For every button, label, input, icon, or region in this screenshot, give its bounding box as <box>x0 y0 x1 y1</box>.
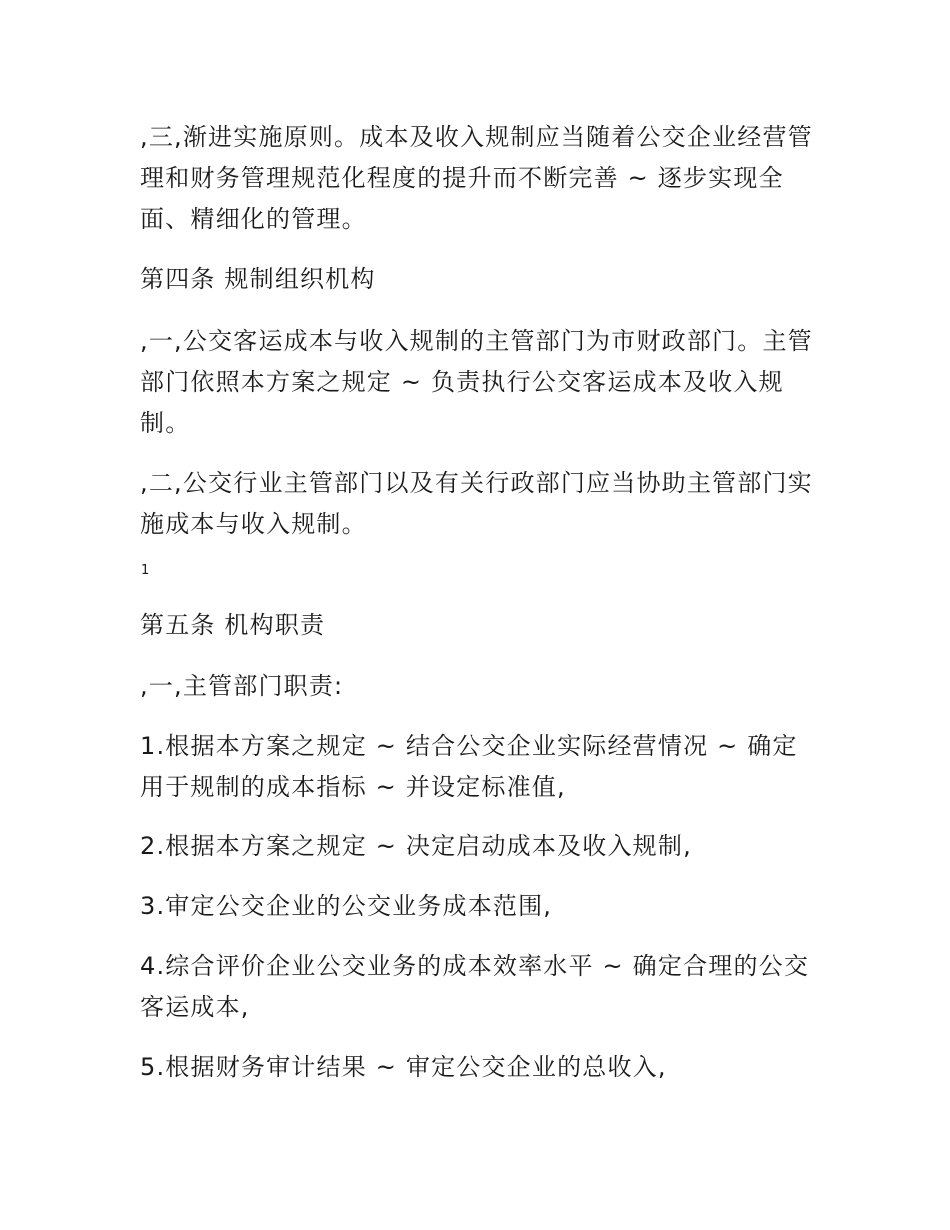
paragraph-assisting-departments: ,二,公交行业主管部门以及有关行政部门应当协助主管部门实施成本与收入规制。 <box>140 469 813 538</box>
paragraph-competent-department: ,一,公交客运成本与收入规制的主管部门为市财政部门。主管部门依照本方案之规定 ~ 负责执行公交客运成本及收入规制。 <box>140 327 813 437</box>
duty-item-1: 1.根据本方案之规定 ~ 结合公交企业实际经营情况 ~ 确定用于规制的成本指标 ~ 并设定标准值, <box>140 732 798 801</box>
paragraph-duties-heading: ,一,主管部门职责: <box>140 672 344 700</box>
article-4-heading: 第四条 规制组织机构 <box>140 265 376 293</box>
duty-item-3: 3.审定公交企业的公交业务成本范围, <box>140 892 553 920</box>
duty-item-4: 4.综合评价企业公交业务的成本效率水平 ~ 确定合理的公交客运成本, <box>140 952 810 1021</box>
duty-item-2: 2.根据本方案之规定 ~ 决定启动成本及收入规制, <box>140 832 692 860</box>
duty-item-5: 5.根据财务审计结果 ~ 审定公交企业的总收入, <box>140 1053 667 1081</box>
page-number: 1 <box>141 563 150 578</box>
paragraph-gradual-implementation: ,三,渐进实施原则。成本及收入规制应当随着公交企业经营管理和财务管理规范化程度的提升而不断完善 ~ 逐步实现全面、精细化的管理。 <box>140 123 813 233</box>
article-5-heading: 第五条 机构职责 <box>140 611 326 639</box>
